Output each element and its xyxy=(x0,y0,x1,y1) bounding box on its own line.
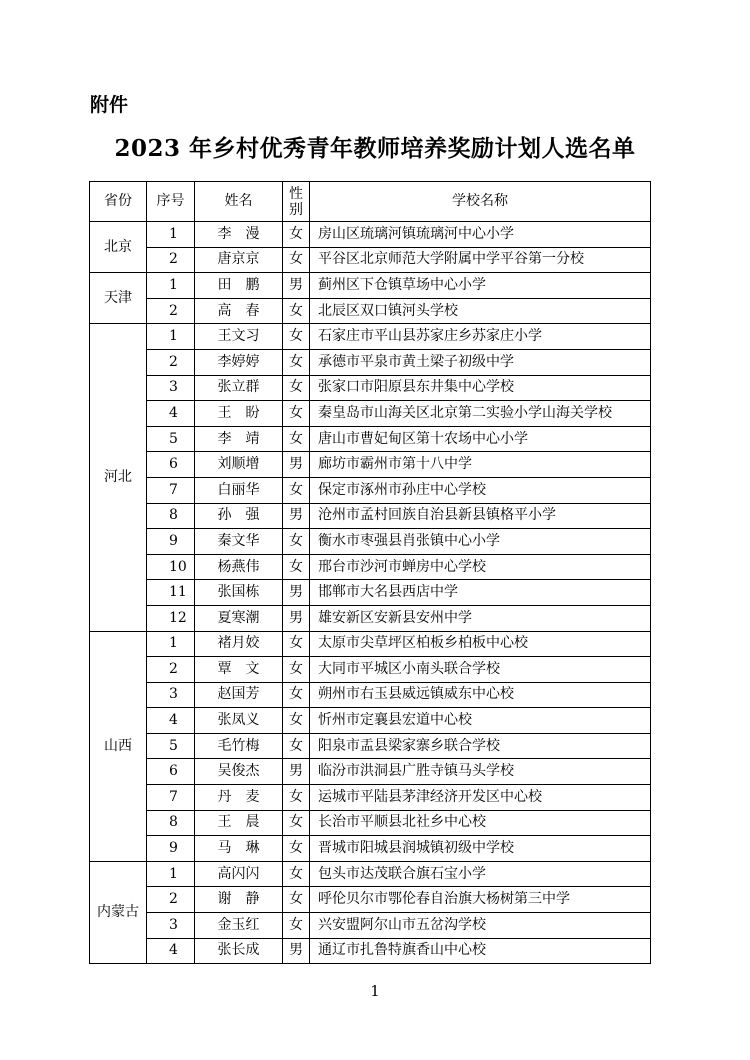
table-row xyxy=(90,657,651,683)
school-cell: 运城市平陆县茅津经济开发区中心校 xyxy=(310,785,651,811)
table-row xyxy=(90,324,651,350)
school-cell: 兴安盟阿尔山市五岔沟学校 xyxy=(310,913,651,939)
table-row xyxy=(90,401,651,427)
name-cell: 金玉红 xyxy=(195,913,283,939)
candidate-table xyxy=(89,181,651,964)
table-row xyxy=(90,836,651,862)
name-cell: 毛竹梅 xyxy=(195,733,283,759)
name-cell: 李婷婷 xyxy=(195,349,283,375)
seq-cell: 2 xyxy=(147,298,195,324)
table-row xyxy=(90,810,651,836)
page-number: 1 xyxy=(370,982,380,1000)
gender-cell: 女 xyxy=(283,426,310,452)
name-cell: 谢 静 xyxy=(195,887,283,913)
table-row xyxy=(90,759,651,785)
gender-cell: 女 xyxy=(283,682,310,708)
seq-cell: 10 xyxy=(147,554,195,580)
province-cell: 山西 xyxy=(90,631,147,861)
name-cell: 丹 麦 xyxy=(195,785,283,811)
seq-cell: 2 xyxy=(147,349,195,375)
header-seq: 序号 xyxy=(147,182,195,222)
name-cell: 田 鹏 xyxy=(195,273,283,299)
table-row xyxy=(90,938,651,964)
name-cell: 高 春 xyxy=(195,298,283,324)
name-cell: 赵国芳 xyxy=(195,682,283,708)
gender-cell: 男 xyxy=(283,452,310,478)
seq-cell: 5 xyxy=(147,426,195,452)
seq-cell: 5 xyxy=(147,733,195,759)
school-cell: 平谷区北京师范大学附属中学平谷第一分校 xyxy=(310,247,651,273)
gender-cell: 女 xyxy=(283,657,310,683)
seq-cell: 7 xyxy=(147,477,195,503)
gender-cell: 女 xyxy=(283,785,310,811)
gender-cell: 女 xyxy=(283,861,310,887)
province-cell: 北京 xyxy=(90,222,147,273)
table-row xyxy=(90,682,651,708)
header-school: 学校名称 xyxy=(310,182,651,222)
table-row xyxy=(90,298,651,324)
table-row xyxy=(90,529,651,555)
school-cell: 太原市尖草坪区柏板乡柏板中心校 xyxy=(310,631,651,657)
name-cell: 唐京京 xyxy=(195,247,283,273)
table-row xyxy=(90,452,651,478)
school-cell: 蓟州区下仓镇草场中心小学 xyxy=(310,273,651,299)
school-cell: 邢台市沙河市蝉房中心学校 xyxy=(310,554,651,580)
seq-cell: 2 xyxy=(147,247,195,273)
header-gender xyxy=(283,182,310,222)
school-cell: 长治市平顺县北社乡中心校 xyxy=(310,810,651,836)
name-cell: 马 琳 xyxy=(195,836,283,862)
gender-cell: 男 xyxy=(283,503,310,529)
school-cell: 北辰区双口镇河头学校 xyxy=(310,298,651,324)
seq-cell: 2 xyxy=(147,887,195,913)
table-row xyxy=(90,913,651,939)
name-cell: 杨燕伟 xyxy=(195,554,283,580)
header-province: 省份 xyxy=(90,182,147,222)
school-cell: 衡水市枣强县肖张镇中心小学 xyxy=(310,529,651,555)
table-row xyxy=(90,631,651,657)
school-cell: 忻州市定襄县宏道中心校 xyxy=(310,708,651,734)
name-cell: 吴俊杰 xyxy=(195,759,283,785)
school-cell: 朔州市右玉县威远镇威东中心校 xyxy=(310,682,651,708)
document-title: 2023 年乡村优秀青年教师培养奖励计划人选名单 xyxy=(114,135,636,162)
seq-cell: 8 xyxy=(147,503,195,529)
table-row xyxy=(90,605,651,631)
table-row xyxy=(90,247,651,273)
gender-cell: 女 xyxy=(283,836,310,862)
school-cell: 保定市涿州市孙庄中心学校 xyxy=(310,477,651,503)
school-cell: 雄安新区安新县安州中学 xyxy=(310,605,651,631)
name-cell: 褚月姣 xyxy=(195,631,283,657)
seq-cell: 1 xyxy=(147,222,195,248)
gender-cell: 男 xyxy=(283,759,310,785)
school-cell: 阳泉市盂县梁家寨乡联合学校 xyxy=(310,733,651,759)
seq-cell: 3 xyxy=(147,375,195,401)
seq-cell: 8 xyxy=(147,810,195,836)
name-cell: 王 盼 xyxy=(195,401,283,427)
seq-cell: 6 xyxy=(147,452,195,478)
gender-cell: 女 xyxy=(283,733,310,759)
school-cell: 晋城市阳城县润城镇初级中学校 xyxy=(310,836,651,862)
school-cell: 沧州市孟村回族自治县新县镇格平小学 xyxy=(310,503,651,529)
gender-cell: 男 xyxy=(283,938,310,964)
name-cell: 孙 强 xyxy=(195,503,283,529)
seq-cell: 4 xyxy=(147,401,195,427)
table-body xyxy=(90,222,651,964)
table-row xyxy=(90,861,651,887)
gender-cell: 女 xyxy=(283,913,310,939)
gender-cell: 女 xyxy=(283,554,310,580)
name-cell: 夏寒潮 xyxy=(195,605,283,631)
seq-cell: 1 xyxy=(147,861,195,887)
table-row xyxy=(90,477,651,503)
gender-cell: 女 xyxy=(283,298,310,324)
table-row xyxy=(90,887,651,913)
seq-cell: 4 xyxy=(147,938,195,964)
school-cell: 张家口市阳原县东井集中心学校 xyxy=(310,375,651,401)
school-cell: 房山区琉璃河镇琉璃河中心小学 xyxy=(310,222,651,248)
gender-cell: 女 xyxy=(283,401,310,427)
school-cell: 秦皇岛市山海关区北京第二实验小学山海关学校 xyxy=(310,401,651,427)
seq-cell: 9 xyxy=(147,529,195,555)
attachment-label: 附件 xyxy=(90,94,129,116)
table-row xyxy=(90,349,651,375)
name-cell: 王 晨 xyxy=(195,810,283,836)
gender-cell: 男 xyxy=(283,605,310,631)
name-cell: 张长成 xyxy=(195,938,283,964)
table-row xyxy=(90,222,651,248)
name-cell: 李 靖 xyxy=(195,426,283,452)
header-gender-label: 性别 xyxy=(289,185,303,218)
table-row xyxy=(90,733,651,759)
name-cell: 高闪闪 xyxy=(195,861,283,887)
school-cell: 石家庄市平山县苏家庄乡苏家庄小学 xyxy=(310,324,651,350)
gender-cell: 女 xyxy=(283,375,310,401)
name-cell: 秦文华 xyxy=(195,529,283,555)
gender-cell: 女 xyxy=(283,810,310,836)
school-cell: 大同市平城区小南头联合学校 xyxy=(310,657,651,683)
table-row xyxy=(90,503,651,529)
gender-cell: 女 xyxy=(283,887,310,913)
table-row xyxy=(90,580,651,606)
name-cell: 王文习 xyxy=(195,324,283,350)
school-cell: 唐山市曹妃甸区第十农场中心小学 xyxy=(310,426,651,452)
province-cell: 内蒙古 xyxy=(90,861,147,963)
header-name: 姓名 xyxy=(195,182,283,222)
school-cell: 通辽市扎鲁特旗香山中心校 xyxy=(310,938,651,964)
table-row xyxy=(90,375,651,401)
name-cell: 李 漫 xyxy=(195,222,283,248)
seq-cell: 1 xyxy=(147,324,195,350)
province-cell: 天津 xyxy=(90,273,147,324)
school-cell: 包头市达茂联合旗石宝小学 xyxy=(310,861,651,887)
table-row xyxy=(90,273,651,299)
seq-cell: 11 xyxy=(147,580,195,606)
gender-cell: 女 xyxy=(283,529,310,555)
seq-cell: 1 xyxy=(147,273,195,299)
table-header-row xyxy=(90,182,651,222)
seq-cell: 1 xyxy=(147,631,195,657)
seq-cell: 9 xyxy=(147,836,195,862)
school-cell: 邯郸市大名县西店中学 xyxy=(310,580,651,606)
seq-cell: 6 xyxy=(147,759,195,785)
gender-cell: 女 xyxy=(283,324,310,350)
seq-cell: 2 xyxy=(147,657,195,683)
gender-cell: 女 xyxy=(283,349,310,375)
name-cell: 刘顺增 xyxy=(195,452,283,478)
gender-cell: 男 xyxy=(283,580,310,606)
table-row xyxy=(90,426,651,452)
school-cell: 廊坊市霸州市第十八中学 xyxy=(310,452,651,478)
name-cell: 张凤义 xyxy=(195,708,283,734)
seq-cell: 12 xyxy=(147,605,195,631)
table-row xyxy=(90,554,651,580)
table-row xyxy=(90,785,651,811)
name-cell: 覃 文 xyxy=(195,657,283,683)
school-cell: 呼伦贝尔市鄂伦春自治旗大杨树第三中学 xyxy=(310,887,651,913)
school-cell: 临汾市洪洞县广胜寺镇马头学校 xyxy=(310,759,651,785)
seq-cell: 3 xyxy=(147,682,195,708)
name-cell: 张立群 xyxy=(195,375,283,401)
school-cell: 承德市平泉市黄土梁子初级中学 xyxy=(310,349,651,375)
name-cell: 张国栋 xyxy=(195,580,283,606)
table-row xyxy=(90,708,651,734)
gender-cell: 女 xyxy=(283,631,310,657)
gender-cell: 女 xyxy=(283,247,310,273)
gender-cell: 女 xyxy=(283,477,310,503)
seq-cell: 3 xyxy=(147,913,195,939)
name-cell: 白丽华 xyxy=(195,477,283,503)
gender-cell: 男 xyxy=(283,273,310,299)
seq-cell: 4 xyxy=(147,708,195,734)
gender-cell: 女 xyxy=(283,708,310,734)
seq-cell: 7 xyxy=(147,785,195,811)
gender-cell: 女 xyxy=(283,222,310,248)
province-cell: 河北 xyxy=(90,324,147,631)
